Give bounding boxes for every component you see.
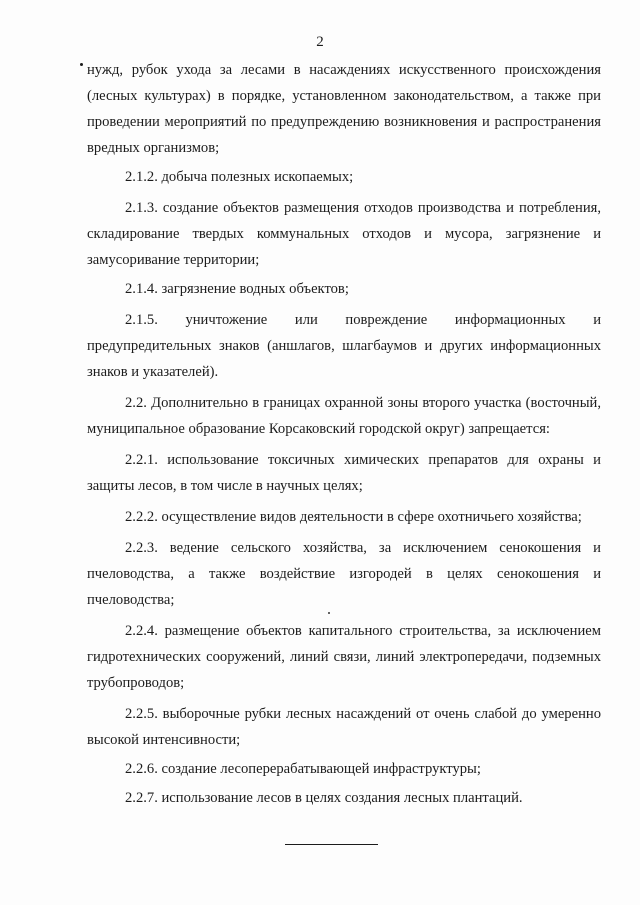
paragraph-2-2-6: 2.2.6. создание лесоперерабатывающей инфраструктуры; <box>125 761 481 777</box>
document-body <box>87 57 601 811</box>
paragraph-2-2-2: 2.2.2. осуществление видов деятельности в сфере охотничьего хозяйства; <box>125 509 582 525</box>
paragraph-continuation: нужд, рубок ухода за лесами в насаждениях искусственного происхождения (лесных культурах) в порядке, установленном законодательством, а также при проведении мероприятий по предупреждению возникновения и распространения вредных организмов; <box>87 62 601 156</box>
paragraph-2-1-5: 2.1.5. уничтожение или повреждение информационных и предупредительных знаков (аншлагов, шлагбаумов и других информационных знаков и указателей). <box>87 312 601 380</box>
paragraph-2-2-3: 2.2.3. ведение сельского хозяйства, за исключением сенокошения и пчеловодства, а также воздействие изгородей в целях сенокошения и пчеловодства; <box>87 540 601 608</box>
paragraph-2-2-4: 2.2.4. размещение объектов капитального строительства, за исключением гидротехнических сооружений, линий связи, линий электропередачи, подземных трубопроводов; <box>87 623 601 691</box>
paragraph-2-1-2: 2.1.2. добыча полезных ископаемых; <box>125 169 354 185</box>
paragraph-2-1-4: 2.1.4. загрязнение водных объектов; <box>125 281 349 297</box>
paragraph-2-2-7: 2.2.7. использование лесов в целях создания лесных плантаций. <box>125 790 523 806</box>
paragraph-2-1-3: 2.1.3. создание объектов размещения отходов производства и потребления, складирование твердых коммунальных отходов и мусора, загрязнение и замусоривание территории; <box>87 200 601 268</box>
paragraph-2-2-5: 2.2.5. выборочные рубки лесных насаждений от очень слабой до умеренно высокой интенсивности; <box>87 706 601 748</box>
scan-mark <box>80 63 83 66</box>
paragraph-2-2-1: 2.2.1. использование токсичных химических препаратов для охраны и защиты лесов, в том числе в научных целях; <box>87 452 601 494</box>
end-of-text-rule <box>285 844 378 845</box>
paragraph-2-2: 2.2. Дополнительно в границах охранной зоны второго участка (восточный, муниципальное образование Корсаковский городской округ) запрещается: <box>87 395 601 437</box>
page-number: 2 <box>316 34 324 50</box>
